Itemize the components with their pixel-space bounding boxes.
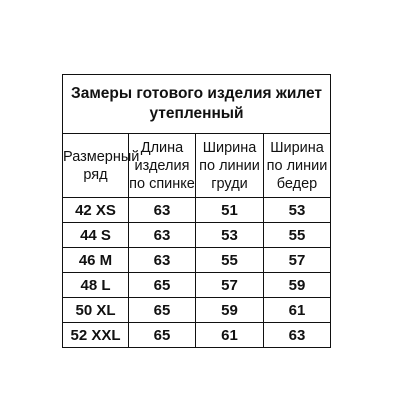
header-back-length: Длина изделия по спинке: [129, 134, 196, 198]
chest-cell: 59: [196, 298, 264, 323]
chest-cell: 57: [196, 273, 264, 298]
length-cell: 65: [129, 298, 196, 323]
length-cell: 63: [129, 248, 196, 273]
chest-cell: 53: [196, 223, 264, 248]
header-chest-width: Ширина по линии груди: [196, 134, 264, 198]
table-row: [63, 298, 331, 323]
table-row: [63, 223, 331, 248]
size-cell: 42 XS: [63, 198, 129, 223]
hip-cell: 59: [264, 273, 331, 298]
size-cell: 44 S: [63, 223, 129, 248]
table-title: Замеры готового изделия жилет утепленный: [63, 75, 331, 134]
table-row: [63, 248, 331, 273]
hip-cell: 55: [264, 223, 331, 248]
hip-cell: 57: [264, 248, 331, 273]
header-row: [63, 134, 331, 198]
length-cell: 63: [129, 198, 196, 223]
length-cell: 65: [129, 323, 196, 348]
header-hip-width: Ширина по линии бедер: [264, 134, 331, 198]
table-row: [63, 323, 331, 348]
chest-cell: 51: [196, 198, 264, 223]
hip-cell: 53: [264, 198, 331, 223]
table-row: [63, 273, 331, 298]
chest-cell: 61: [196, 323, 264, 348]
size-cell: 48 L: [63, 273, 129, 298]
length-cell: 65: [129, 273, 196, 298]
hip-cell: 61: [264, 298, 331, 323]
size-cell: 46 M: [63, 248, 129, 273]
length-cell: 63: [129, 223, 196, 248]
size-chart-table: [62, 74, 331, 348]
title-row: [63, 75, 331, 134]
size-cell: 52 XXL: [63, 323, 129, 348]
hip-cell: 63: [264, 323, 331, 348]
size-cell: 50 XL: [63, 298, 129, 323]
header-size-range: Размерный ряд: [63, 134, 129, 198]
chest-cell: 55: [196, 248, 264, 273]
table-row: [63, 198, 331, 223]
